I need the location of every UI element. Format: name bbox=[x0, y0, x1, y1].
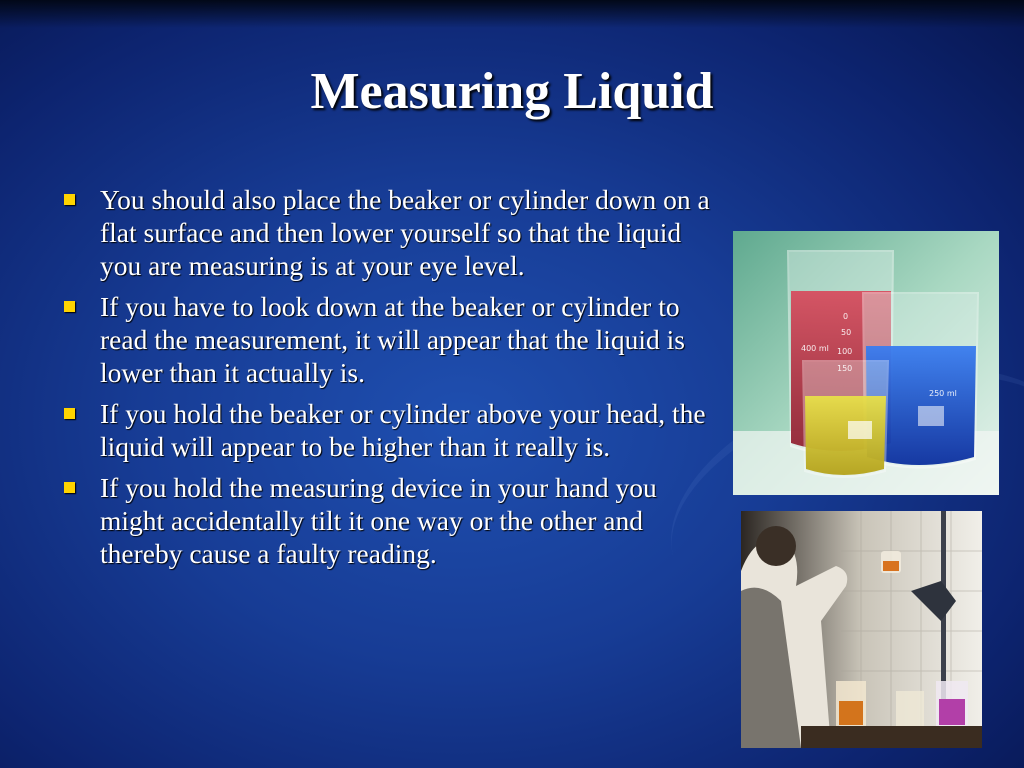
bullet-item bbox=[60, 290, 725, 389]
slide-title: Measuring Liquid bbox=[310, 63, 714, 120]
beaker-label: 100 bbox=[837, 347, 853, 356]
bullet-text: If you have to look down at the beaker or cylinder to read the measurement, it will appear that the liquid is lower than it actually is. bbox=[100, 291, 685, 388]
beaker-label: 150 bbox=[837, 364, 853, 373]
bullet-list bbox=[60, 183, 725, 578]
square-bullet-icon bbox=[64, 194, 75, 205]
scientist-photo bbox=[741, 511, 982, 748]
beakers-photo bbox=[733, 231, 999, 495]
beaker-label: 0 bbox=[843, 312, 849, 321]
square-bullet-icon bbox=[64, 408, 75, 419]
beaker-label: 400 ml bbox=[801, 344, 829, 353]
bullet-text: If you hold the measuring device in your hand you might accidentally tilt it one way or the other and thereby cause a faulty reading. bbox=[100, 472, 657, 569]
square-bullet-icon bbox=[64, 482, 75, 493]
bullet-item bbox=[60, 471, 725, 570]
bullet-item bbox=[60, 397, 725, 463]
bullet-text: If you hold the beaker or cylinder above your head, the liquid will appear to be higher than it really is. bbox=[100, 398, 706, 462]
square-bullet-icon bbox=[64, 301, 75, 312]
beaker-label: 50 bbox=[841, 328, 852, 337]
top-shadow-band bbox=[0, 0, 1024, 28]
beaker-label: 250 ml bbox=[929, 389, 957, 398]
bullet-item bbox=[60, 183, 725, 282]
bullet-text: You should also place the beaker or cylinder down on a flat surface and then lower yourself so that the liquid you are measuring is at your eye level. bbox=[100, 184, 710, 281]
